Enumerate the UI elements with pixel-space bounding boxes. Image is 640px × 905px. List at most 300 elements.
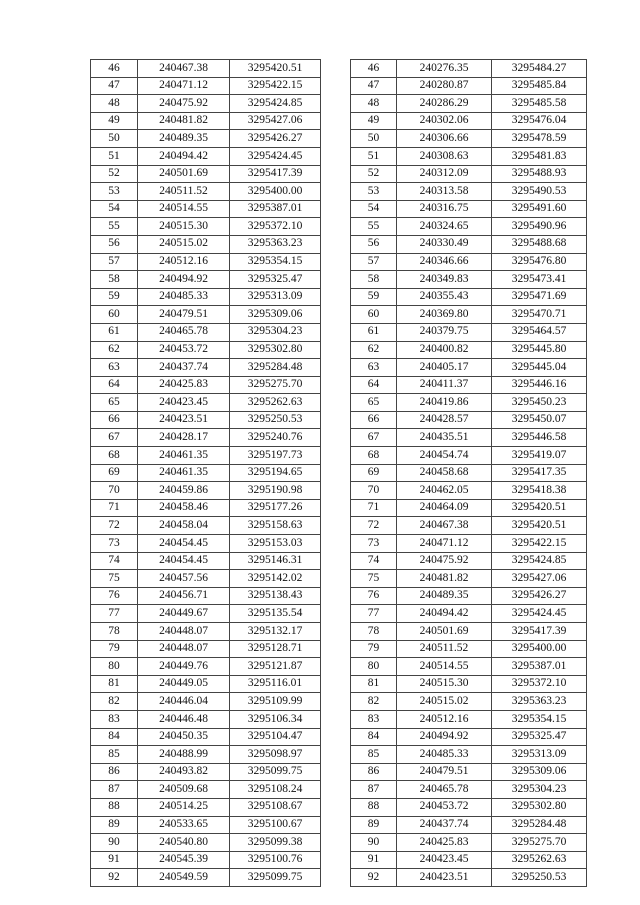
- point-number-cell: 47: [351, 77, 397, 95]
- y-coordinate-cell: 3295109.99: [230, 693, 321, 711]
- x-coordinate-cell: 240308.63: [397, 147, 492, 165]
- table-row: [91, 605, 321, 623]
- point-number-cell: 83: [351, 710, 397, 728]
- x-coordinate-cell: 240515.30: [138, 218, 230, 236]
- point-number-cell: 92: [91, 869, 138, 887]
- table-row: [91, 112, 321, 130]
- point-number-cell: 57: [351, 253, 397, 271]
- y-coordinate-cell: 3295464.57: [492, 323, 587, 341]
- y-coordinate-cell: 3295262.63: [492, 851, 587, 869]
- x-coordinate-cell: 240514.25: [138, 798, 230, 816]
- point-number-cell: 72: [351, 517, 397, 535]
- point-number-cell: 84: [91, 728, 138, 746]
- point-number-cell: 67: [351, 429, 397, 447]
- x-coordinate-cell: 240465.78: [397, 781, 492, 799]
- table-row: [91, 376, 321, 394]
- x-coordinate-cell: 240355.43: [397, 288, 492, 306]
- point-number-cell: 69: [91, 464, 138, 482]
- y-coordinate-cell: 3295100.76: [230, 851, 321, 869]
- x-coordinate-cell: 240449.76: [138, 658, 230, 676]
- y-coordinate-cell: 3295138.43: [230, 587, 321, 605]
- table-row: [91, 517, 321, 535]
- point-number-cell: 90: [351, 834, 397, 852]
- x-coordinate-cell: 240465.78: [138, 323, 230, 341]
- y-coordinate-cell: 3295422.15: [230, 77, 321, 95]
- table-row: [91, 798, 321, 816]
- x-coordinate-cell: 240423.45: [397, 851, 492, 869]
- table-row: [351, 200, 587, 218]
- x-coordinate-cell: 240428.57: [397, 411, 492, 429]
- table-row: [351, 394, 587, 412]
- table-row: [91, 60, 321, 78]
- y-coordinate-cell: 3295302.80: [230, 341, 321, 359]
- y-coordinate-cell: 3295354.15: [230, 253, 321, 271]
- table-row: [351, 798, 587, 816]
- table-row: [351, 60, 587, 78]
- x-coordinate-cell: 240286.29: [397, 95, 492, 113]
- point-number-cell: 62: [351, 341, 397, 359]
- y-coordinate-cell: 3295476.80: [492, 253, 587, 271]
- y-coordinate-cell: 3295100.67: [230, 816, 321, 834]
- x-coordinate-cell: 240481.82: [397, 570, 492, 588]
- y-coordinate-cell: 3295250.53: [492, 869, 587, 887]
- x-coordinate-cell: 240437.74: [138, 359, 230, 377]
- table-row: [91, 623, 321, 641]
- point-number-cell: 61: [351, 323, 397, 341]
- point-number-cell: 90: [91, 834, 138, 852]
- table-row: [351, 623, 587, 641]
- point-number-cell: 51: [91, 147, 138, 165]
- x-coordinate-cell: 240501.69: [138, 165, 230, 183]
- y-coordinate-cell: 3295426.27: [230, 130, 321, 148]
- y-coordinate-cell: 3295284.48: [230, 359, 321, 377]
- y-coordinate-cell: 3295471.69: [492, 288, 587, 306]
- point-number-cell: 47: [91, 77, 138, 95]
- x-coordinate-cell: 240346.66: [397, 253, 492, 271]
- point-number-cell: 52: [91, 165, 138, 183]
- point-number-cell: 55: [351, 218, 397, 236]
- x-coordinate-cell: 240400.82: [397, 341, 492, 359]
- y-coordinate-cell: 3295146.31: [230, 552, 321, 570]
- table-row: [91, 658, 321, 676]
- point-number-cell: 73: [351, 535, 397, 553]
- y-coordinate-cell: 3295417.35: [492, 464, 587, 482]
- y-coordinate-cell: 3295372.10: [230, 218, 321, 236]
- x-coordinate-cell: 240405.17: [397, 359, 492, 377]
- y-coordinate-cell: 3295446.58: [492, 429, 587, 447]
- x-coordinate-cell: 240453.72: [397, 798, 492, 816]
- y-coordinate-cell: 3295450.23: [492, 394, 587, 412]
- point-number-cell: 85: [91, 746, 138, 764]
- y-coordinate-cell: 3295445.04: [492, 359, 587, 377]
- y-coordinate-cell: 3295197.73: [230, 447, 321, 465]
- x-coordinate-cell: 240549.59: [138, 869, 230, 887]
- y-coordinate-cell: 3295363.23: [492, 693, 587, 711]
- y-coordinate-cell: 3295485.58: [492, 95, 587, 113]
- x-coordinate-cell: 240545.39: [138, 851, 230, 869]
- point-number-cell: 67: [91, 429, 138, 447]
- table-row: [351, 517, 587, 535]
- point-number-cell: 71: [91, 499, 138, 517]
- point-number-cell: 73: [91, 535, 138, 553]
- point-number-cell: 54: [91, 200, 138, 218]
- y-coordinate-cell: 3295284.48: [492, 816, 587, 834]
- y-coordinate-cell: 3295417.39: [492, 623, 587, 641]
- y-coordinate-cell: 3295098.97: [230, 746, 321, 764]
- table-row: [91, 552, 321, 570]
- point-number-cell: 70: [351, 482, 397, 500]
- point-number-cell: 81: [91, 675, 138, 693]
- y-coordinate-cell: 3295491.60: [492, 200, 587, 218]
- point-number-cell: 48: [351, 95, 397, 113]
- point-number-cell: 77: [351, 605, 397, 623]
- x-coordinate-cell: 240423.51: [397, 869, 492, 887]
- table-row: [351, 552, 587, 570]
- y-coordinate-cell: 3295427.06: [230, 112, 321, 130]
- x-coordinate-cell: 240448.07: [138, 640, 230, 658]
- table-row: [351, 95, 587, 113]
- x-coordinate-cell: 240514.55: [138, 200, 230, 218]
- point-number-cell: 53: [351, 183, 397, 201]
- y-coordinate-cell: 3295445.80: [492, 341, 587, 359]
- point-number-cell: 92: [351, 869, 397, 887]
- y-coordinate-cell: 3295417.39: [230, 165, 321, 183]
- y-coordinate-cell: 3295121.87: [230, 658, 321, 676]
- x-coordinate-cell: 240437.74: [397, 816, 492, 834]
- x-coordinate-cell: 240446.04: [138, 693, 230, 711]
- x-coordinate-cell: 240456.71: [138, 587, 230, 605]
- x-coordinate-cell: 240479.51: [138, 306, 230, 324]
- x-coordinate-cell: 240446.48: [138, 710, 230, 728]
- x-coordinate-cell: 240475.92: [138, 95, 230, 113]
- point-number-cell: 66: [351, 411, 397, 429]
- x-coordinate-cell: 240493.82: [138, 763, 230, 781]
- point-number-cell: 78: [351, 623, 397, 641]
- x-coordinate-cell: 240280.87: [397, 77, 492, 95]
- coordinate-table-right: [350, 59, 587, 887]
- coordinate-table-left: [90, 59, 321, 887]
- point-number-cell: 48: [91, 95, 138, 113]
- x-coordinate-cell: 240515.02: [397, 693, 492, 711]
- x-coordinate-cell: 240489.35: [138, 130, 230, 148]
- table-row: [351, 112, 587, 130]
- point-number-cell: 91: [351, 851, 397, 869]
- point-number-cell: 87: [91, 781, 138, 799]
- y-coordinate-cell: 3295158.63: [230, 517, 321, 535]
- y-coordinate-cell: 3295275.70: [230, 376, 321, 394]
- y-coordinate-cell: 3295309.06: [230, 306, 321, 324]
- point-number-cell: 46: [91, 60, 138, 78]
- table-row: [91, 95, 321, 113]
- x-coordinate-cell: 240511.52: [397, 640, 492, 658]
- y-coordinate-cell: 3295116.01: [230, 675, 321, 693]
- point-number-cell: 86: [91, 763, 138, 781]
- y-coordinate-cell: 3295478.59: [492, 130, 587, 148]
- y-coordinate-cell: 3295420.51: [230, 60, 321, 78]
- x-coordinate-cell: 240494.42: [397, 605, 492, 623]
- point-number-cell: 49: [351, 112, 397, 130]
- table-row: [351, 147, 587, 165]
- point-number-cell: 77: [91, 605, 138, 623]
- point-number-cell: 50: [91, 130, 138, 148]
- y-coordinate-cell: 3295354.15: [492, 710, 587, 728]
- y-coordinate-cell: 3295250.53: [230, 411, 321, 429]
- x-coordinate-cell: 240449.67: [138, 605, 230, 623]
- table-row: [91, 816, 321, 834]
- point-number-cell: 68: [91, 447, 138, 465]
- table-row: [91, 851, 321, 869]
- point-number-cell: 57: [91, 253, 138, 271]
- table-row: [351, 746, 587, 764]
- table-row: [91, 675, 321, 693]
- point-number-cell: 78: [91, 623, 138, 641]
- table-row: [91, 869, 321, 887]
- table-row: [351, 640, 587, 658]
- point-number-cell: 64: [91, 376, 138, 394]
- table-row: [91, 570, 321, 588]
- x-coordinate-cell: 240515.02: [138, 235, 230, 253]
- x-coordinate-cell: 240501.69: [397, 623, 492, 641]
- point-number-cell: 72: [91, 517, 138, 535]
- table-row: [351, 429, 587, 447]
- table-row: [91, 411, 321, 429]
- y-coordinate-cell: 3295387.01: [230, 200, 321, 218]
- point-number-cell: 76: [351, 587, 397, 605]
- x-coordinate-cell: 240467.38: [397, 517, 492, 535]
- point-number-cell: 81: [351, 675, 397, 693]
- y-coordinate-cell: 3295135.54: [230, 605, 321, 623]
- x-coordinate-cell: 240369.80: [397, 306, 492, 324]
- table-row: [351, 447, 587, 465]
- x-coordinate-cell: 240458.46: [138, 499, 230, 517]
- point-number-cell: 74: [351, 552, 397, 570]
- point-number-cell: 88: [91, 798, 138, 816]
- point-number-cell: 82: [351, 693, 397, 711]
- x-coordinate-cell: 240423.51: [138, 411, 230, 429]
- y-coordinate-cell: 3295427.06: [492, 570, 587, 588]
- point-number-cell: 64: [351, 376, 397, 394]
- y-coordinate-cell: 3295424.45: [492, 605, 587, 623]
- point-number-cell: 65: [91, 394, 138, 412]
- table-row: [351, 218, 587, 236]
- table-row: [91, 359, 321, 377]
- table-row: [351, 323, 587, 341]
- table-row: [351, 675, 587, 693]
- point-number-cell: 46: [351, 60, 397, 78]
- y-coordinate-cell: 3295304.23: [492, 781, 587, 799]
- y-coordinate-cell: 3295476.04: [492, 112, 587, 130]
- table-row: [351, 763, 587, 781]
- x-coordinate-cell: 240464.09: [397, 499, 492, 517]
- point-number-cell: 50: [351, 130, 397, 148]
- y-coordinate-cell: 3295099.38: [230, 834, 321, 852]
- x-coordinate-cell: 240313.58: [397, 183, 492, 201]
- y-coordinate-cell: 3295240.76: [230, 429, 321, 447]
- y-coordinate-cell: 3295177.26: [230, 499, 321, 517]
- x-coordinate-cell: 240462.05: [397, 482, 492, 500]
- table-row: [351, 851, 587, 869]
- table-row: [91, 535, 321, 553]
- x-coordinate-cell: 240494.92: [138, 271, 230, 289]
- table-row: [351, 271, 587, 289]
- y-coordinate-cell: 3295106.34: [230, 710, 321, 728]
- table-row: [351, 183, 587, 201]
- point-number-cell: 53: [91, 183, 138, 201]
- table-row: [351, 165, 587, 183]
- point-number-cell: 82: [91, 693, 138, 711]
- table-row: [91, 147, 321, 165]
- y-coordinate-cell: 3295473.41: [492, 271, 587, 289]
- point-number-cell: 59: [91, 288, 138, 306]
- x-coordinate-cell: 240512.16: [397, 710, 492, 728]
- table-row: [91, 746, 321, 764]
- y-coordinate-cell: 3295424.85: [230, 95, 321, 113]
- point-number-cell: 76: [91, 587, 138, 605]
- x-coordinate-cell: 240481.82: [138, 112, 230, 130]
- point-number-cell: 69: [351, 464, 397, 482]
- y-coordinate-cell: 3295490.53: [492, 183, 587, 201]
- point-number-cell: 88: [351, 798, 397, 816]
- x-coordinate-cell: 240454.74: [397, 447, 492, 465]
- y-coordinate-cell: 3295190.98: [230, 482, 321, 500]
- table-row: [351, 816, 587, 834]
- y-coordinate-cell: 3295481.83: [492, 147, 587, 165]
- x-coordinate-cell: 240471.12: [138, 77, 230, 95]
- y-coordinate-cell: 3295104.47: [230, 728, 321, 746]
- point-number-cell: 49: [91, 112, 138, 130]
- table-row: [91, 834, 321, 852]
- x-coordinate-cell: 240512.16: [138, 253, 230, 271]
- y-coordinate-cell: 3295420.51: [492, 517, 587, 535]
- table-row: [91, 183, 321, 201]
- y-coordinate-cell: 3295419.07: [492, 447, 587, 465]
- y-coordinate-cell: 3295387.01: [492, 658, 587, 676]
- x-coordinate-cell: 240458.68: [397, 464, 492, 482]
- point-number-cell: 65: [351, 394, 397, 412]
- table-row: [91, 271, 321, 289]
- x-coordinate-cell: 240479.51: [397, 763, 492, 781]
- y-coordinate-cell: 3295422.15: [492, 535, 587, 553]
- y-coordinate-cell: 3295313.09: [230, 288, 321, 306]
- table-row: [91, 288, 321, 306]
- y-coordinate-cell: 3295128.71: [230, 640, 321, 658]
- table-row: [351, 499, 587, 517]
- x-coordinate-cell: 240461.35: [138, 464, 230, 482]
- point-number-cell: 91: [91, 851, 138, 869]
- table-row: [351, 869, 587, 887]
- point-number-cell: 80: [351, 658, 397, 676]
- point-number-cell: 85: [351, 746, 397, 764]
- table-row: [91, 235, 321, 253]
- table-row: [91, 77, 321, 95]
- point-number-cell: 56: [351, 235, 397, 253]
- x-coordinate-cell: 240533.65: [138, 816, 230, 834]
- table-row: [91, 394, 321, 412]
- table-row: [91, 587, 321, 605]
- y-coordinate-cell: 3295325.47: [230, 271, 321, 289]
- table-row: [351, 482, 587, 500]
- point-number-cell: 61: [91, 323, 138, 341]
- table-row: [351, 781, 587, 799]
- point-number-cell: 87: [351, 781, 397, 799]
- y-coordinate-cell: 3295400.00: [492, 640, 587, 658]
- table-row: [351, 570, 587, 588]
- point-number-cell: 83: [91, 710, 138, 728]
- x-coordinate-cell: 240449.05: [138, 675, 230, 693]
- table-row: [351, 834, 587, 852]
- x-coordinate-cell: 240515.30: [397, 675, 492, 693]
- table-row: [91, 200, 321, 218]
- x-coordinate-cell: 240514.55: [397, 658, 492, 676]
- table-row: [351, 306, 587, 324]
- x-coordinate-cell: 240330.49: [397, 235, 492, 253]
- x-coordinate-cell: 240450.35: [138, 728, 230, 746]
- point-number-cell: 63: [351, 359, 397, 377]
- point-number-cell: 89: [351, 816, 397, 834]
- x-coordinate-cell: 240423.45: [138, 394, 230, 412]
- x-coordinate-cell: 240302.06: [397, 112, 492, 130]
- x-coordinate-cell: 240488.99: [138, 746, 230, 764]
- point-number-cell: 60: [91, 306, 138, 324]
- point-number-cell: 51: [351, 147, 397, 165]
- point-number-cell: 66: [91, 411, 138, 429]
- y-coordinate-cell: 3295446.16: [492, 376, 587, 394]
- x-coordinate-cell: 240435.51: [397, 429, 492, 447]
- y-coordinate-cell: 3295309.06: [492, 763, 587, 781]
- x-coordinate-cell: 240485.33: [138, 288, 230, 306]
- x-coordinate-cell: 240276.35: [397, 60, 492, 78]
- point-number-cell: 56: [91, 235, 138, 253]
- table-row: [91, 728, 321, 746]
- y-coordinate-cell: 3295363.23: [230, 235, 321, 253]
- point-number-cell: 63: [91, 359, 138, 377]
- table-row: [351, 710, 587, 728]
- table-row: [91, 130, 321, 148]
- point-number-cell: 89: [91, 816, 138, 834]
- x-coordinate-cell: 240485.33: [397, 746, 492, 764]
- y-coordinate-cell: 3295325.47: [492, 728, 587, 746]
- table-row: [91, 218, 321, 236]
- y-coordinate-cell: 3295313.09: [492, 746, 587, 764]
- x-coordinate-cell: 240540.80: [138, 834, 230, 852]
- x-coordinate-cell: 240494.92: [397, 728, 492, 746]
- y-coordinate-cell: 3295304.23: [230, 323, 321, 341]
- table-row: [351, 341, 587, 359]
- table-row: [351, 587, 587, 605]
- x-coordinate-cell: 240411.37: [397, 376, 492, 394]
- table-row: [91, 429, 321, 447]
- table-row: [91, 341, 321, 359]
- y-coordinate-cell: 3295418.38: [492, 482, 587, 500]
- table-row: [351, 253, 587, 271]
- table-row: [351, 658, 587, 676]
- x-coordinate-cell: 240425.83: [138, 376, 230, 394]
- y-coordinate-cell: 3295488.93: [492, 165, 587, 183]
- y-coordinate-cell: 3295490.96: [492, 218, 587, 236]
- x-coordinate-cell: 240453.72: [138, 341, 230, 359]
- point-number-cell: 75: [91, 570, 138, 588]
- table-row: [351, 235, 587, 253]
- table-row: [351, 728, 587, 746]
- y-coordinate-cell: 3295099.75: [230, 763, 321, 781]
- point-number-cell: 54: [351, 200, 397, 218]
- x-coordinate-cell: 240306.66: [397, 130, 492, 148]
- y-coordinate-cell: 3295424.85: [492, 552, 587, 570]
- point-number-cell: 84: [351, 728, 397, 746]
- table-row: [351, 693, 587, 711]
- table-row: [91, 781, 321, 799]
- table-row: [351, 77, 587, 95]
